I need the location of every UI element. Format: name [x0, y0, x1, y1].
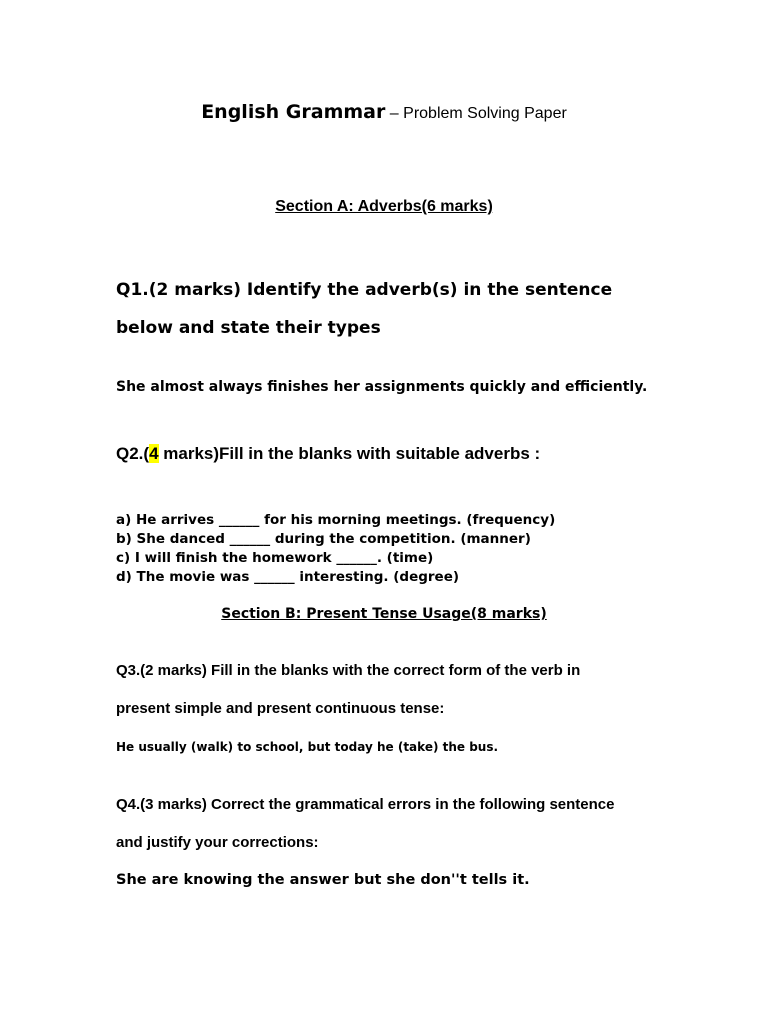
title-subtitle: – Problem Solving Paper — [385, 105, 567, 122]
question-2-prefix: Q2.( — [116, 444, 150, 463]
question-4-prompt — [116, 786, 656, 862]
question-2-item-a: a) He arrives ______ for his morning meetings. (frequency) — [116, 512, 556, 528]
question-2-suffix: marks)Fill in the blanks with suitable adverbs : — [158, 444, 541, 463]
question-3-sentence: He usually (walk) to school, but today he (take) the bus. — [116, 740, 499, 754]
title-main: English Grammar — [201, 101, 386, 123]
question-3-line-2: present simple and present continuous tense: — [116, 700, 445, 717]
question-1-line-1: Q1.(2 marks) Identify the adverb(s) in the sentence — [116, 280, 613, 300]
question-2-marks-highlight: 4 — [149, 444, 159, 463]
question-4-line-2: and justify your corrections: — [116, 834, 319, 851]
question-1-sentence: She almost always finishes her assignments quickly and efficiently. — [116, 379, 648, 395]
question-3-prompt — [116, 652, 656, 728]
question-2-item-b: b) She danced ______ during the competition. (manner) — [116, 531, 531, 547]
section-a-heading: Section A: Adverbs(6 marks) — [275, 198, 493, 215]
question-2-prompt — [116, 444, 656, 464]
question-1-line-2: below and state their types — [116, 318, 381, 338]
question-2-item-d: d) The movie was ______ interesting. (degree) — [116, 569, 460, 585]
question-2-item-c: c) I will finish the homework ______. (time) — [116, 550, 434, 566]
page-title — [0, 101, 768, 123]
section-b-heading: Section B: Present Tense Usage(8 marks) — [221, 606, 547, 622]
question-1-prompt — [116, 271, 656, 347]
question-3-line-1: Q3.(2 marks) Fill in the blanks with the correct form of the verb in — [116, 662, 581, 679]
question-2-items — [116, 511, 656, 587]
question-4-line-1: Q4.(3 marks) Correct the grammatical errors in the following sentence — [116, 796, 615, 813]
question-4-sentence: She are knowing the answer but she don''t tells it. — [116, 872, 530, 888]
